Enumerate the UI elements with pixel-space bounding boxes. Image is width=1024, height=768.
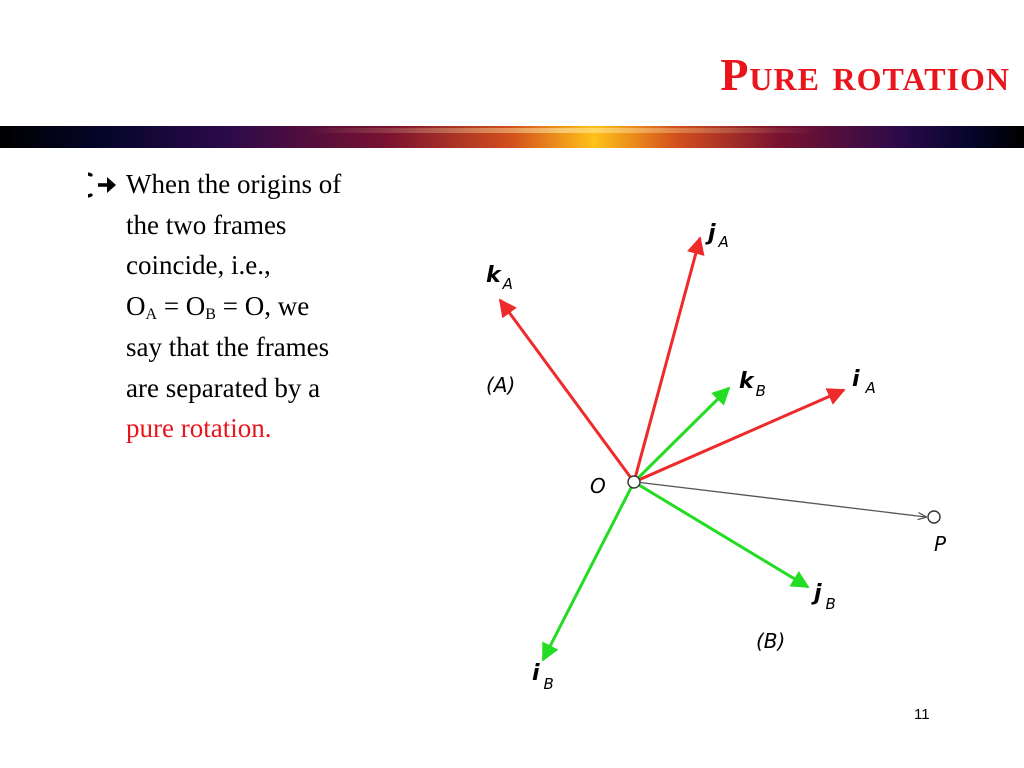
label-point-p: P xyxy=(934,532,947,556)
point-p-marker xyxy=(928,511,940,523)
bullet-text xyxy=(126,164,416,449)
vector-op xyxy=(636,482,926,517)
label-kA: k $_A$ xyxy=(486,263,513,293)
frame-b-tag: (B) xyxy=(756,629,786,653)
bullet-line-equation xyxy=(126,286,416,327)
bullet-line: When the origins of xyxy=(126,169,342,199)
page-number: 11 xyxy=(914,706,930,723)
bullet-line: the two frames xyxy=(126,209,287,240)
label-jB: j $_B$ xyxy=(814,581,836,613)
slide-title: Pure rotation xyxy=(720,49,1010,100)
equation-eq: = O xyxy=(157,291,206,322)
label-kB: k $_B$ xyxy=(739,369,766,400)
axis-iA-arrow xyxy=(634,390,844,482)
axis-jB-arrow xyxy=(634,482,808,587)
label-iA: i $_A$ xyxy=(852,367,876,397)
subscript-a: A xyxy=(145,306,158,324)
header-bar-highlight xyxy=(0,128,1024,133)
bullet-line: say that the frames xyxy=(126,331,330,362)
equation-rest: = O, we xyxy=(215,291,310,322)
axis-kA-arrow xyxy=(500,300,634,482)
equation-o: O xyxy=(126,291,146,322)
arrow-right-circle-icon xyxy=(88,172,118,198)
origin-marker xyxy=(628,476,640,488)
bullet-line: are separated by a xyxy=(126,372,321,403)
bullet-line-highlight: pure rotation. xyxy=(126,413,272,444)
label-origin: O xyxy=(590,474,606,498)
bullet-line: coincide, i.e., xyxy=(126,250,271,281)
frame-a-tag: (A) xyxy=(486,373,516,397)
label-jA: j $_A$ xyxy=(708,221,729,251)
subscript-b: B xyxy=(205,306,216,324)
axis-jA-arrow xyxy=(634,238,700,482)
rotation-frames-diagram xyxy=(470,200,970,710)
label-iB: i $_B$ xyxy=(532,661,554,693)
axis-iB-arrow xyxy=(543,482,634,660)
